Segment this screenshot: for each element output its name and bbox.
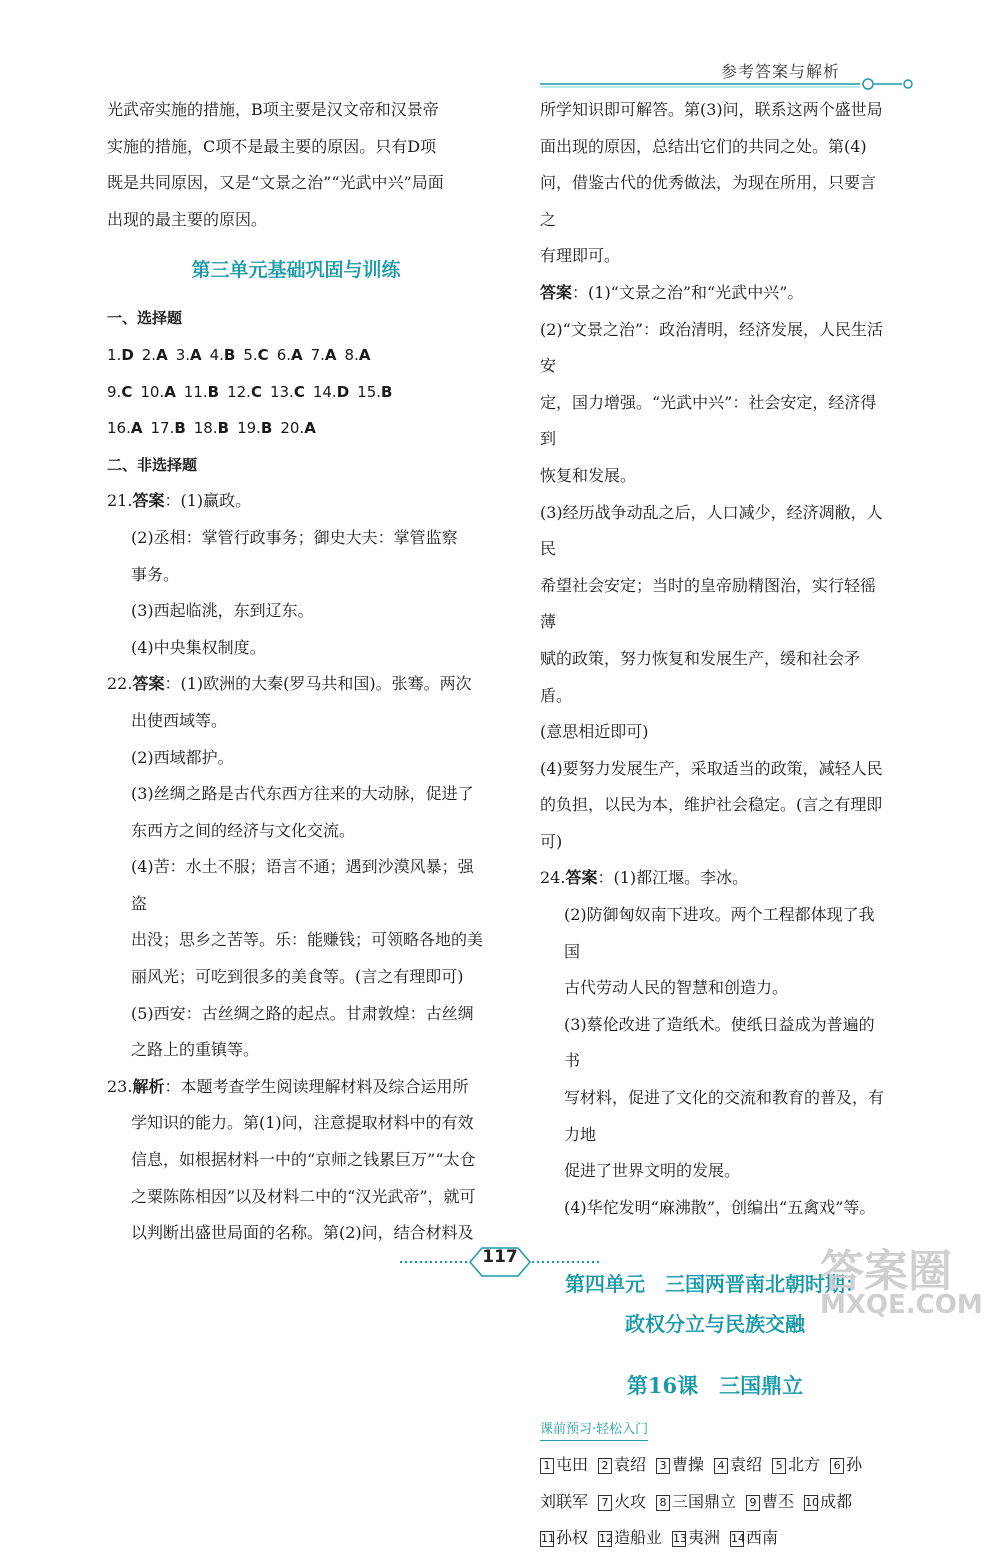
q22-answer-lines: [107, 703, 485, 1069]
fill-answer: [656, 1484, 736, 1521]
right-column: [540, 92, 890, 1557]
fill-row: [540, 1520, 890, 1557]
choice-answer: [107, 337, 134, 374]
choice-number: 7.: [310, 345, 325, 364]
answer-line: 可): [540, 831, 563, 851]
answer-line: 之路上的重镇等。: [131, 1040, 260, 1060]
choice-number: 1.: [107, 345, 122, 364]
answer-label: 答案: [132, 674, 165, 694]
fill-answer: [672, 1520, 720, 1557]
choice-answer: [140, 374, 175, 411]
q23-answer-lines: [540, 312, 890, 861]
fill-in-answers: [540, 1447, 890, 1557]
answer-line: (2)西域都护。: [131, 747, 234, 767]
answer-line: 丽风光；可吃到很多的美食等。(言之有理即可): [131, 967, 464, 987]
choice-number: 12.: [227, 382, 251, 401]
choice-answer: [107, 410, 142, 447]
choice-number: 9.: [107, 382, 122, 401]
q21-answer-lines: [107, 520, 485, 666]
choice-answer: [194, 410, 229, 447]
analysis-line: 以判断出盛世局面的名称。第(2)问，结合材料及: [131, 1223, 474, 1243]
choice-answer: [345, 337, 371, 374]
choice-answer: [270, 374, 305, 411]
analysis-line: 有理即可。: [540, 246, 621, 266]
choice-letter: C: [293, 382, 305, 401]
text-line: 既是共同原因，又是“文景之治”“光武中兴”局面: [107, 173, 444, 193]
choice-answer: [311, 337, 337, 374]
fill-number-box: 6: [830, 1458, 844, 1474]
fill-number-box: 5: [772, 1458, 786, 1474]
answer-line: (4)苦：水土不服；语言不通；遇到沙漠风暴；强盗: [131, 857, 474, 913]
fill-text: 三国鼎立: [672, 1491, 737, 1511]
fill-answer: [772, 1447, 820, 1484]
choice-letter: D: [336, 382, 350, 401]
choice-letter: A: [164, 382, 176, 401]
analysis-line: 学知识的能力。第(1)问，注意提取材料中的有效: [131, 1113, 474, 1133]
fill-row: [540, 1484, 890, 1521]
choice-number: 13.: [269, 382, 294, 401]
fill-number-box: 13: [673, 1532, 688, 1546]
answer-line: 赋的政策，努力恢复和发展生产，缓和社会矛盾。: [540, 648, 861, 705]
choice-answer: [357, 374, 392, 411]
answer-line: (意思相近即可): [540, 722, 649, 742]
choice-answer: [227, 374, 262, 411]
analysis-text: ：本题考查学生阅读理解材料及综合运用所: [164, 1076, 469, 1096]
answer-line: (3)西起临洮，东到辽东。: [131, 601, 314, 621]
q24-first-line: [540, 860, 890, 897]
q23-analysis-continued: [540, 92, 890, 275]
fill-text: 曹操: [672, 1455, 705, 1474]
choice-row: [107, 410, 485, 447]
answer-line: (3)蔡伦改进了造纸术。使纸日益成为普遍的书: [564, 1014, 875, 1071]
fill-answer: [540, 1520, 588, 1557]
answer-text: ：(1)赢政。: [164, 491, 252, 511]
q24-answer-lines: [540, 897, 890, 1226]
q23-first-line: [107, 1069, 485, 1106]
answer-line: (5)西安：古丝绸之路的起点。甘肃敦煌：古丝绸: [131, 1003, 474, 1023]
choice-number: 14.: [312, 382, 337, 401]
fill-number-box: 9: [746, 1495, 760, 1511]
answer-line: (4)要努力发展生产，采取适当的政策，减轻人民: [540, 758, 883, 778]
page-header: [540, 55, 920, 95]
q22-first-line: [107, 666, 485, 703]
unit-four-title-line2: 政权分立与民族交融: [625, 1312, 805, 1337]
fill-answer: [730, 1520, 778, 1557]
choice-number: 20.: [280, 419, 305, 438]
choice-letter: C: [121, 382, 133, 401]
choice-answer: [280, 410, 315, 447]
page-number: 117: [482, 1247, 518, 1267]
fill-answer: [540, 1447, 588, 1484]
lesson-title: 第16课 三国鼎立: [626, 1373, 804, 1399]
fill-text: 袁绍: [614, 1455, 647, 1474]
page-footer: [400, 1245, 600, 1279]
choice-answer: [237, 410, 272, 447]
fill-text: 刘联军: [540, 1491, 589, 1511]
answer-line: 东西方之间的经济与文化交流。: [131, 820, 356, 840]
analysis-line: 之粟陈陈相因”以及材料二中的“汉光武帝”，就可: [131, 1186, 476, 1206]
fill-answer: [598, 1447, 646, 1484]
choice-letter: B: [207, 382, 220, 401]
choice-letter: A: [190, 345, 202, 364]
choice-number: 6.: [276, 345, 291, 364]
choice-letter: D: [121, 345, 134, 364]
choice-number: 19.: [237, 419, 261, 438]
question-number: 22.: [107, 674, 133, 694]
fill-number-box: 3: [656, 1458, 670, 1474]
choice-answer: [142, 337, 168, 374]
choice-letter: C: [250, 382, 262, 401]
fill-text: 夷洲: [688, 1528, 721, 1548]
choice-answer: [243, 337, 268, 374]
q21-first-line: [107, 483, 485, 520]
answer-line: (2)丞相：掌管行政事务；御史大夫：掌管监察: [131, 527, 458, 547]
answer-label: 答案: [565, 868, 598, 888]
fill-number-box: 12: [599, 1532, 614, 1546]
analysis-line: 所学知识即可解答。第(3)问，联系这两个盛世局: [540, 100, 883, 119]
fill-number-box: 4: [714, 1458, 728, 1474]
fill-answer: [598, 1484, 646, 1521]
fill-row: [540, 1447, 890, 1484]
choice-answer: [184, 374, 219, 411]
choice-answer: [176, 337, 202, 374]
unit-four-title-line1: 第四单元 三国两晋南北朝时期：: [565, 1272, 865, 1297]
choice-letter: A: [358, 345, 371, 364]
fill-number-box: 11: [541, 1532, 555, 1546]
fill-text: 袁绍: [730, 1455, 763, 1474]
choice-letter: A: [324, 345, 337, 364]
fill-answer: [830, 1447, 862, 1484]
fill-number-box: 8: [656, 1495, 670, 1511]
choice-number: 4.: [209, 345, 224, 364]
choice-answer: [313, 374, 349, 411]
answer-line: (3)丝绸之路是古代东西方往来的大动脉，促进了: [131, 784, 474, 804]
choice-number: 2.: [141, 345, 157, 364]
answer-line: (2)防御匈奴南下进攻。两个工程都体现了我国: [564, 905, 875, 961]
fill-answer: [746, 1484, 794, 1521]
fill-number-box: 2: [598, 1458, 612, 1474]
unit-three-title: 第三单元基础巩固与训练: [191, 259, 401, 282]
fill-number-box: 10: [805, 1495, 820, 1509]
answer-label: 答案: [540, 282, 573, 302]
choice-letter: A: [156, 345, 168, 364]
choice-answer: [277, 337, 303, 374]
fill-answer: [598, 1520, 662, 1557]
fill-text: 造船业: [614, 1528, 663, 1548]
answer-line: 事务。: [131, 564, 180, 584]
choice-letter: B: [381, 382, 393, 401]
watermark-logo: 答案圈: [820, 1246, 952, 1297]
choice-letter: C: [257, 345, 269, 364]
choice-number: 8.: [344, 345, 359, 364]
fill-answer: [714, 1447, 762, 1484]
fill-text: 屯田: [556, 1455, 589, 1474]
fill-answer: [804, 1484, 852, 1521]
choice-letter: B: [217, 419, 230, 438]
analysis-line: 面出现的原因，总结出它们的共同之处。第(4): [540, 136, 867, 156]
left-column: [107, 92, 485, 1252]
answer-line: 出没；思乡之苦等。乐：能赚钱；可领略各地的美: [131, 930, 484, 950]
choice-answer: [150, 410, 185, 447]
answer-line: (3)经历战争动乱之后，人口减少，经济凋敝，人民: [540, 502, 883, 559]
choice-row: [107, 374, 485, 411]
answer-line: 恢复和发展。: [540, 465, 637, 485]
question-number: 24.: [540, 868, 566, 888]
fill-answer: [540, 1484, 588, 1521]
choice-answers: [107, 337, 485, 447]
choice-letter: B: [174, 419, 186, 438]
text-line: 实施的措施，C项不是最主要的原因。只有D项: [107, 136, 437, 156]
answer-line: 出使西域等。: [131, 710, 228, 730]
answer-text: ：(1)欧洲的大秦(罗马共和国)。张骞。两次: [164, 674, 472, 694]
choice-number: 5.: [243, 345, 258, 364]
analysis-label: 解析: [132, 1076, 165, 1096]
section-nonchoice-heading: 二、非选择题: [107, 455, 198, 474]
choice-number: 17.: [150, 419, 175, 438]
analysis-line: 信息，如根据材料一中的“京师之钱累巨万”“太仓: [131, 1150, 476, 1170]
header-title: 参考答案与解析: [720, 62, 840, 81]
choice-letter: A: [291, 345, 303, 364]
answer-line: (4)华佗发明“麻沸散”，创编出“五禽戏”等。: [564, 1197, 876, 1217]
fill-answer: [656, 1447, 704, 1484]
text-line: 光武帝实施的措施，B项主要是汉文帝和汉景帝: [107, 100, 439, 119]
choice-number: 15.: [357, 382, 382, 401]
fill-text: 北方: [788, 1455, 821, 1474]
choice-answer: [107, 374, 132, 411]
choice-number: 10.: [140, 382, 165, 401]
intro-paragraph: [107, 92, 485, 238]
choice-letter: B: [260, 419, 273, 438]
question-number: 23.: [107, 1076, 133, 1096]
choice-letter: A: [304, 419, 316, 438]
section-choice-heading: 一、选择题: [107, 309, 183, 328]
answer-line: (4)中央集权制度。: [131, 637, 266, 657]
fill-text: 成都: [820, 1491, 853, 1511]
header-rule-ornament: [540, 77, 920, 91]
answer-label: 答案: [132, 491, 165, 511]
answer-line: (2)“文景之治”：政治清明，经济发展，人民生活安: [540, 319, 884, 376]
fill-text: 孙: [846, 1455, 863, 1474]
choice-number: 11.: [183, 382, 208, 401]
answer-line: 写材料，促进了文化的交流和教育的普及，有力地: [564, 1088, 885, 1144]
preview-section-label: 课前预习·轻松入门: [540, 1420, 648, 1441]
watermark-url: MXQE.COM: [820, 1290, 983, 1320]
text-line: 出现的最主要的原因。: [107, 209, 268, 229]
choice-letter: B: [223, 345, 236, 364]
fill-text: 曹丕: [762, 1491, 795, 1511]
fill-text: 孙权: [556, 1528, 589, 1548]
choice-letter: A: [130, 419, 143, 438]
fill-number-box: 7: [598, 1495, 612, 1511]
q23-analysis-lines: [107, 1105, 485, 1251]
answer-line: 促进了世界文明的发展。: [564, 1161, 741, 1181]
answer-line: 定，国力增强。“光武中兴”：社会安定，经济得到: [540, 392, 877, 449]
choice-number: 18.: [193, 419, 218, 438]
answer-line: 希望社会安定；当时的皇帝励精图治，实行轻徭薄: [540, 575, 877, 632]
answer-line: 的负担，以民为本，维护社会稳定。(言之有理即: [540, 795, 883, 815]
question-number: 21.: [107, 491, 133, 511]
analysis-line: 问，借鉴古代的优秀做法，为现在所用，只要言之: [540, 173, 877, 229]
fill-number-box: 1: [540, 1458, 554, 1474]
answer-text: ：(1)都江堰。李冰。: [597, 868, 749, 888]
fill-text: 西南: [746, 1528, 779, 1548]
choice-answer: [210, 337, 236, 374]
answer-line: 古代劳动人民的智慧和创造力。: [564, 978, 789, 998]
fill-number-box: 14: [731, 1532, 746, 1546]
choice-number: 3.: [175, 345, 190, 364]
q23-answer-first-line: [540, 275, 890, 312]
fill-text: 火攻: [614, 1491, 647, 1511]
choice-row: [107, 337, 485, 374]
choice-number: 16.: [107, 419, 131, 438]
answer-text: ：(1)“文景之治”和“光武中兴”。: [572, 282, 804, 302]
